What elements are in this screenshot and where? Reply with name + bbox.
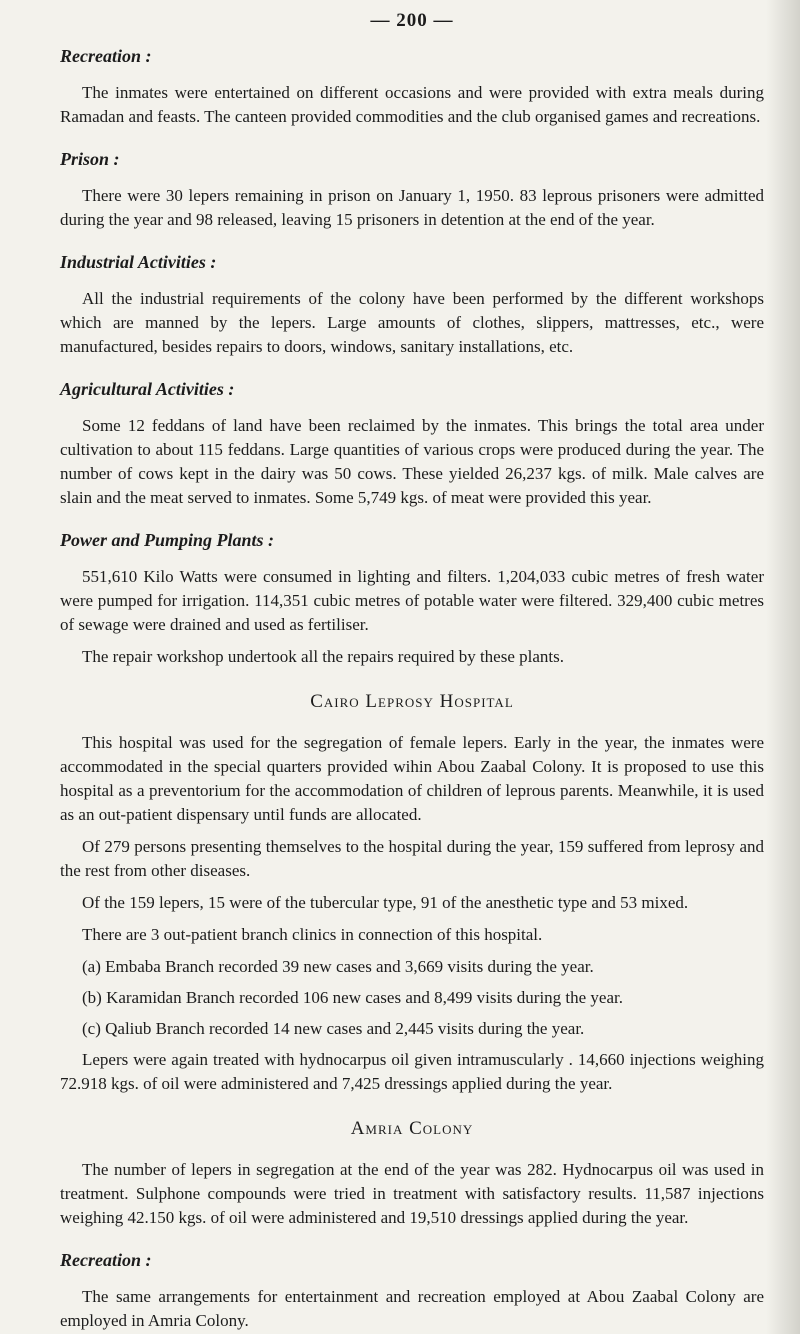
paragraph: All the industrial requirements of the colony have been performed by the different workshops which are manned by the lepers. Large amounts of clothes, slippers, mattresses, etc., were manufactured, besides repairs to doors, windows, sanitary installations, etc. [60,289,764,356]
section-heading: Industrial Activities : [60,252,217,272]
page-number: — 200 — [370,10,454,31]
list-item: (c) Qaliub Branch recorded 14 new cases and 2,445 visits during the year. [82,1019,585,1038]
paragraph: There are 3 out-patient branch clinics in connection of this hospital. [82,925,543,944]
paragraph: The same arrangements for entertainment and recreation employed at Abou Zaabal Colony are employed in Amria Colony. [60,1287,764,1330]
section-title: Amria Colony [350,1118,474,1139]
paragraph: 551,610 Kilo Watts were consumed in lighting and filters. 1,204,033 cubic metres of fresh water were pumped for irrigation. 114,351 cubic metres of potable water were filtered. 329,400 cubic metres of sewage were drained and used as fertiliser. [60,567,764,634]
paragraph: Of 279 persons presenting themselves to the hospital during the year, 159 suffered from leprosy and the rest from other diseases. [60,837,764,880]
list-item: (a) Embaba Branch recorded 39 new cases and 3,669 visits during the year. [82,957,594,976]
section-heading: Prison : [60,149,120,169]
paragraph: The repair workshop undertook all the repairs required by these plants. [82,647,564,666]
list-item: (b) Karamidan Branch recorded 106 new cases and 8,499 visits during the year. [82,988,623,1007]
paragraph: Lepers were again treated with hydnocarpus oil given intramuscularly . 14,660 injections weighing 72.918 kgs. of oil were administered and 7,425 dressings applied during the year. [60,1050,764,1093]
paragraph: There were 30 lepers remaining in prison on January 1, 1950. 83 leprous prisoners were admitted during the year and 98 released, leaving 15 prisoners in detention at the end of the year. [60,186,764,229]
section-heading: Recreation : [60,46,152,66]
section-heading: Agricultural Activities : [60,379,235,399]
paragraph: Some 12 feddans of land have been reclaimed by the inmates. This brings the total area under cultivation to about 115 feddans. Large quantities of various crops were produced during the year. The number of cows kept in the dairy was 50 cows. These yielded 26,237 kgs. of milk. Male calves are slain and the meat served to inmates. Some 5,749 kgs. of meat were provided this year. [60,416,764,507]
section-heading: Power and Pumping Plants : [60,530,275,550]
paragraph: The inmates were entertained on different occasions and were provided with extra meals during Ramadan and feasts. The canteen provided commodities and the club organised games and recreations. [60,83,764,126]
document-body [60,46,764,1333]
paragraph: Of the 159 lepers, 15 were of the tubercular type, 91 of the anesthetic type and 53 mixed. [82,893,689,912]
paragraph: The number of lepers in segregation at the end of the year was 282. Hydnocarpus oil was used in treatment. Sulphone compounds were tried in treatment with satisfactory results. 11,587 injections weighing 42.150 kgs. of oil were administered and 19,510 dressings applied during the year. [60,1160,764,1227]
section-title: Cairo Leprosy Hospital [310,691,514,712]
section-heading: Recreation : [60,1250,152,1270]
page-edge-shadow [766,0,800,1334]
paragraph: This hospital was used for the segregation of female lepers. Early in the year, the inmates were accommodated in the special quarters provided wihin Abou Zaabal Colony. It is proposed to use this hospital as a preventorium for the accommodation of children of leprous parents. Meanwhile, it is used as an out-patient dispensary until funds are allocated. [60,733,764,824]
